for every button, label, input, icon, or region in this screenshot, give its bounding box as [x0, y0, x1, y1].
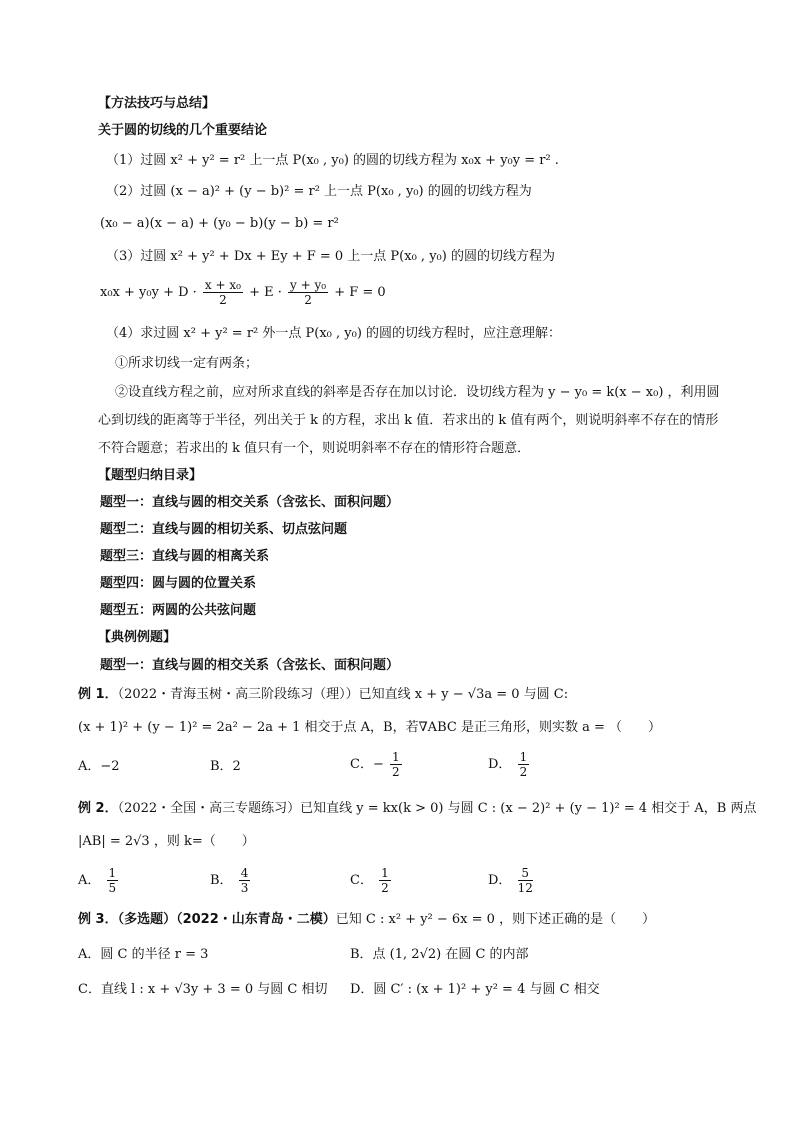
ex2-d-num: 5 — [518, 866, 533, 881]
c3-fraction-2-num: y + y₀ — [290, 278, 327, 292]
example-3-tag: （多选题）（2022・山东青岛・二模） — [117, 912, 336, 927]
c3-middle: + E · — [249, 285, 282, 300]
example-1-label: 例 1． — [78, 687, 118, 702]
ex1-d-den: 2 — [519, 765, 528, 779]
example-1-text: （2022・青海玉树・高三阶段练习（理））已知直线 x + y − √3a = 0 与圆 C: — [117, 687, 569, 702]
ex2-a-fraction — [107, 866, 119, 895]
ex2-c-fraction — [379, 866, 391, 895]
catalog-heading: 【题型归纳目录】 — [98, 468, 203, 483]
ex2-d-fraction — [518, 866, 533, 895]
conclusion-2-line-2: (x₀ − a)(x − a) + (y₀ − b)(y − b) = r² — [100, 216, 339, 231]
example-2-option-a — [78, 866, 120, 895]
c3-fraction-1-num: x + x₀ — [204, 278, 241, 292]
ex1-c-fraction — [390, 750, 402, 779]
ex1-c-den: 2 — [391, 765, 400, 779]
catalog-item-3: 题型三：直线与圆的相离关系 — [100, 549, 270, 564]
c3-fraction-2 — [288, 278, 328, 307]
example-3-option-b: B．点 (1, 2√2) 在圆 C 的内部 — [350, 947, 529, 962]
note-2-line-2: 心到切线的距离等于半径，列出关于 k 的方程，求出 k 值．若求出的 k 值有两个，则说明斜率不存在的情形 — [98, 413, 719, 428]
conclusion-3-line-2 — [100, 278, 386, 307]
example-3-line-1 — [78, 911, 655, 929]
example-2-text: （2022・全国・高三专题练习）已知直线 y = kx(k > 0) 与圆 C : (x − 2)² + (y − 1)² = 4 相交于 A，B 两点 — [117, 801, 757, 816]
c3-fraction-1 — [203, 278, 243, 307]
conclusion-2-line-1: （2）过圆 (x − a)² + (y − b)² = r² 上一点 P(x₀ , y₀) 的圆的切线方程为 — [106, 184, 532, 199]
ex2-b-fraction — [239, 866, 251, 895]
catalog-item-4: 题型四：圆与圆的位置关系 — [100, 576, 257, 591]
example-2-option-b — [210, 866, 252, 895]
example-2-option-d — [488, 866, 535, 895]
example-1-option-a: A．−2 — [78, 759, 120, 774]
c3-suffix: + F = 0 — [334, 285, 386, 300]
note-2-line-3: 不符合题意；若求出的 k 值只有一个，则说明斜率不存在的情形符合题意． — [98, 441, 531, 456]
example-2-option-c — [350, 866, 393, 895]
ex2-b-num: 4 — [240, 866, 249, 880]
note-1: ①所求切线一定有两条； — [115, 356, 259, 371]
example-1-option-b: B．2 — [210, 759, 241, 774]
catalog-item-2: 题型二：直线与圆的相切关系、切点弦问题 — [100, 522, 348, 537]
ex1-d-num: 1 — [519, 750, 528, 764]
ex2-c-prefix: C． — [350, 873, 373, 888]
catalog-item-5: 题型五：两圆的公共弦问题 — [100, 603, 257, 618]
ex2-a-den: 5 — [108, 881, 117, 895]
ex2-c-den: 2 — [381, 881, 389, 895]
example-2-line-2: |AB| = 2√3 ，则 k=（ ） — [78, 834, 255, 849]
example-type-1: 题型一：直线与圆的相交关系（含弦长、面积问题） — [100, 658, 400, 673]
example-3-text: 已知 C : x² + y² − 6x = 0 ，则下述正确的是（ ） — [335, 912, 656, 927]
note-2-line-1: ②设直线方程之前，应对所求直线的斜率是否存在加以讨论．设切线方程为 y − y₀ = k(x − x₀) ，利用圆 — [115, 385, 720, 400]
example-3-label: 例 3． — [78, 912, 118, 927]
method-subheading: 关于圆的切线的几个重要结论 — [98, 123, 268, 138]
c3-fraction-2-den: 2 — [304, 293, 312, 307]
example-2-label: 例 2． — [78, 801, 118, 816]
ex1-c-prefix: C．− — [350, 757, 384, 772]
example-3-option-d: D．圆 C′ : (x + 1)² + y² = 4 与圆 C 相交 — [350, 982, 600, 997]
ex1-c-num: 1 — [391, 750, 400, 764]
example-1-line-2: (x + 1)² + (y − 1)² = 2a² − 2a + 1 相交于点 A，B，若∇ABC 是正三角形，则实数 a = （ ） — [78, 720, 661, 735]
ex1-d-fraction — [518, 750, 530, 779]
conclusion-3-line-1: （3）过圆 x² + y² + Dx + Ey + F = 0 上一点 P(x₀ , y₀) 的圆的切线方程为 — [106, 249, 555, 264]
c3-prefix: x₀x + y₀y + D · — [100, 285, 197, 300]
c3-fraction-1-den: 2 — [219, 293, 227, 307]
ex1-d-prefix: D． — [488, 757, 512, 772]
example-2-line-1 — [78, 800, 756, 818]
examples-heading: 【典例例题】 — [98, 630, 177, 645]
example-1-option-c — [350, 750, 404, 779]
catalog-item-1: 题型一：直线与圆的相交关系（含弦长、面积问题） — [100, 495, 400, 510]
ex2-a-prefix: A． — [78, 873, 101, 888]
ex2-b-prefix: B． — [210, 873, 233, 888]
ex2-d-prefix: D． — [488, 873, 512, 888]
ex2-c-num: 1 — [381, 866, 389, 880]
conclusion-4: （4）求过圆 x² + y² = r² 外一点 P(x₀ , y₀) 的圆的切线方程时，应注意理解： — [106, 326, 562, 341]
conclusion-1: （1）过圆 x² + y² = r² 上一点 P(x₀ , y₀) 的圆的切线方程为 x₀x + y₀y = r² . — [106, 153, 559, 168]
example-3-option-a: A．圆 C 的半径 r = 3 — [78, 947, 209, 962]
ex2-d-den: 12 — [517, 881, 533, 895]
method-heading: 【方法技巧与总结】 — [98, 96, 216, 111]
ex2-b-den: 3 — [240, 881, 249, 895]
example-1-line-1 — [78, 686, 568, 704]
example-1-option-d — [488, 750, 531, 779]
example-3-option-c: C．直线 l : x + √3y + 3 = 0 与圆 C 相切 — [78, 982, 328, 997]
ex2-a-num: 1 — [108, 866, 117, 880]
